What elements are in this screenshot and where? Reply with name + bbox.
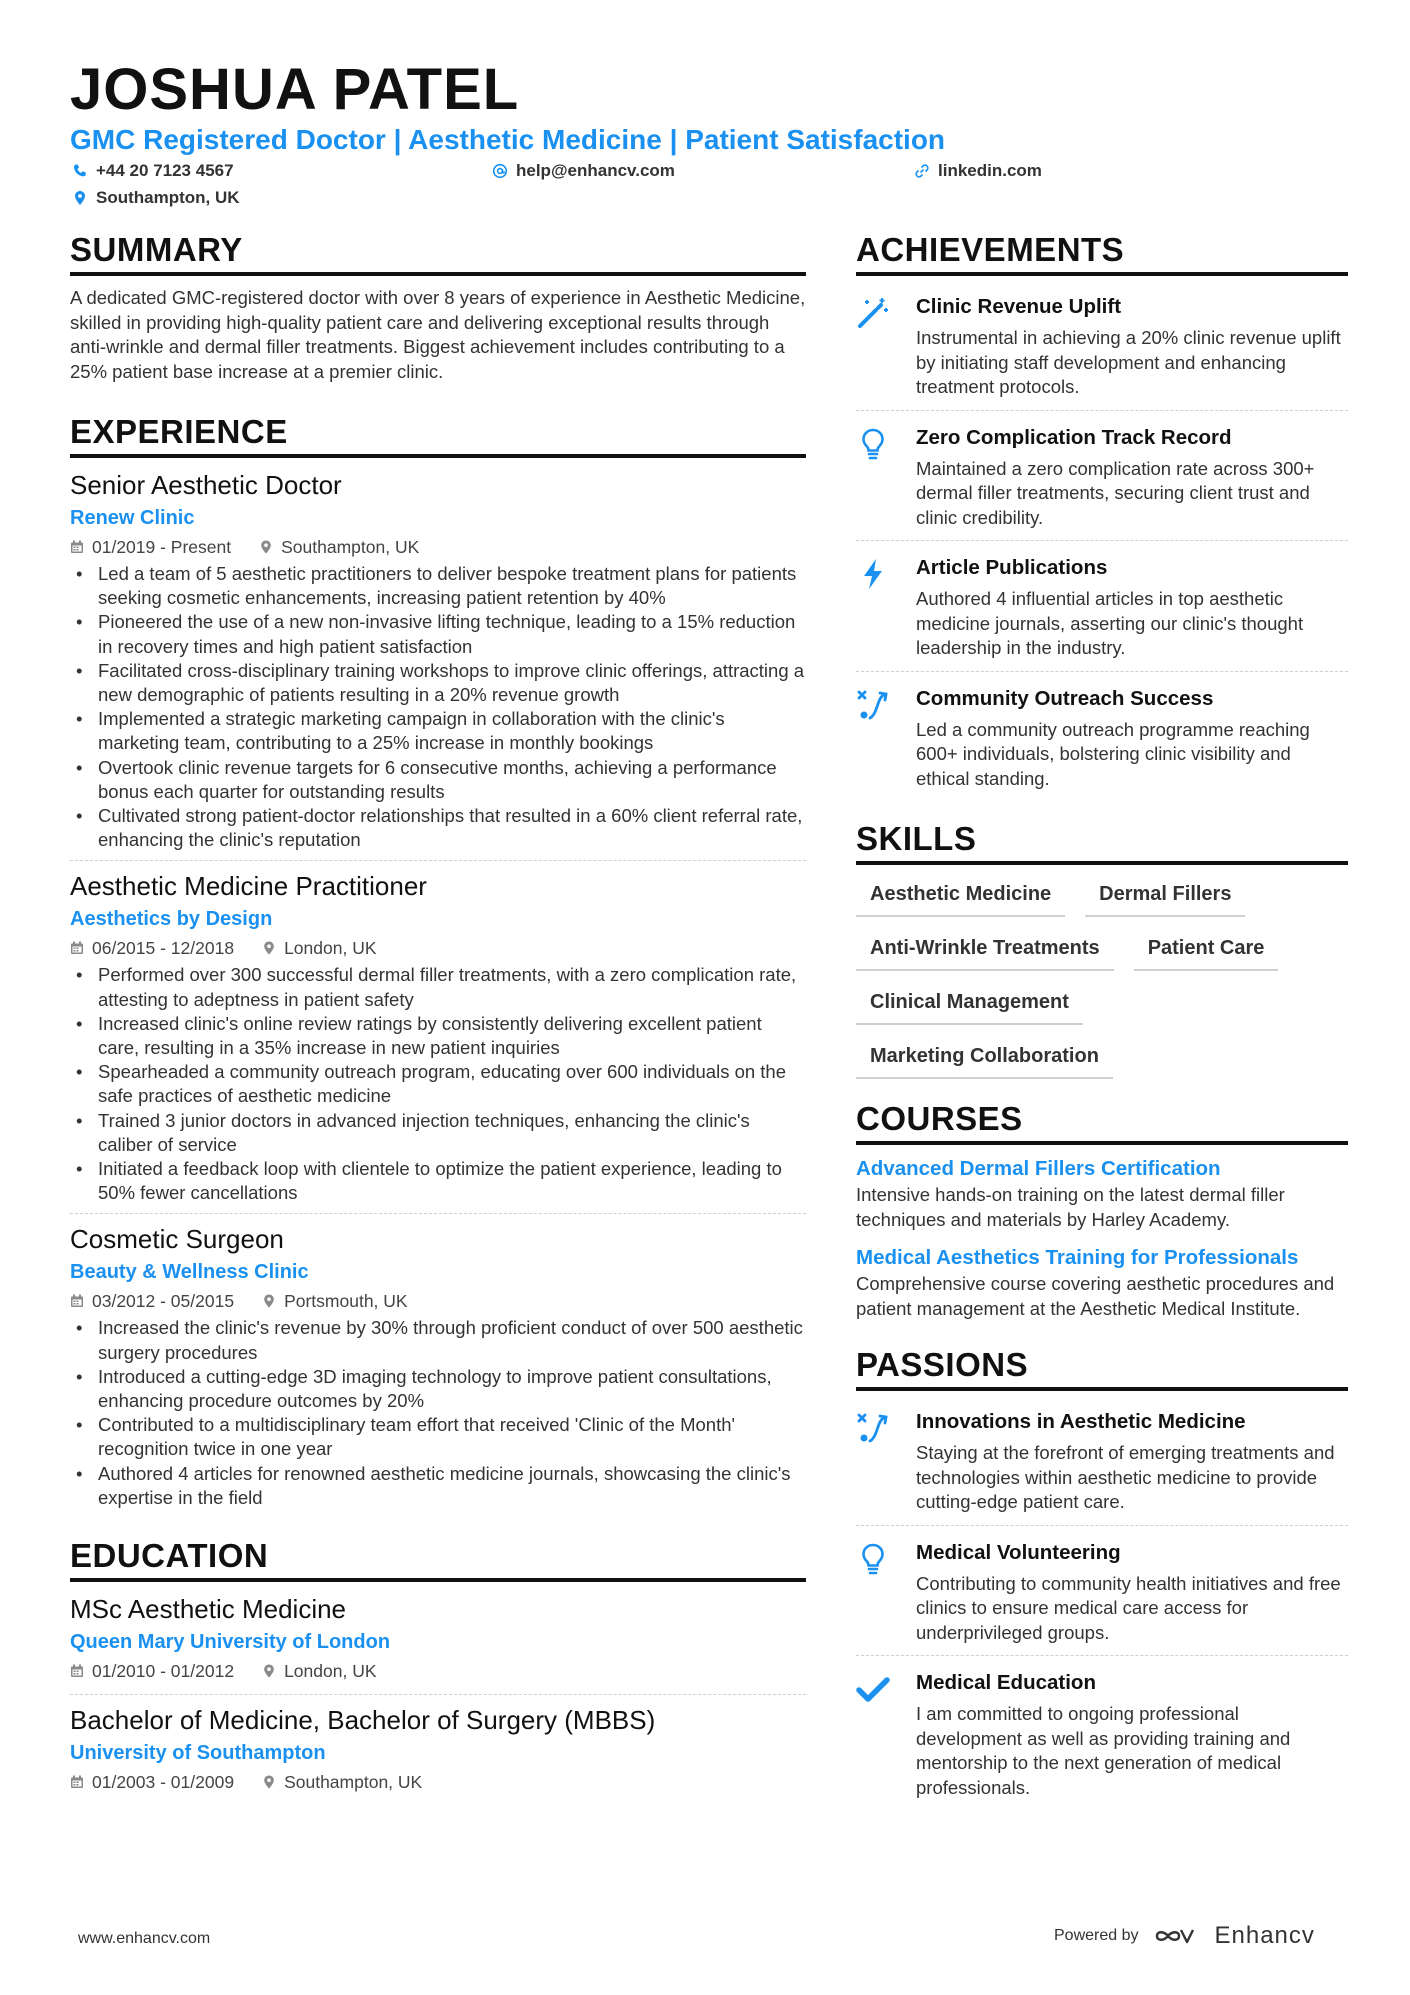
contact-linkedin[interactable]: [914, 160, 1042, 182]
job-title: Aesthetic Medicine Practitioner: [70, 871, 427, 902]
job-meta: [70, 534, 806, 560]
lightning-icon: [856, 557, 890, 591]
summary-title: SUMMARY: [70, 230, 806, 276]
school-name: Queen Mary University of London: [70, 1631, 391, 1654]
passions-title: PASSIONS: [856, 1345, 1348, 1391]
email-text: help@enhancv.com: [516, 161, 675, 180]
location-pin-icon: [262, 1664, 276, 1678]
calendar-icon: [70, 1664, 84, 1678]
passion-desc: I am committed to ongoing professional development as well as providing training and mentorship to the next generation of medical professionals.: [916, 1703, 1291, 1798]
job-entry: [70, 468, 806, 861]
passion-title: Medical Education: [916, 1671, 1096, 1694]
at-sign-icon: [492, 163, 508, 179]
bullet-item: • Initiated a feedback loop with clientele to optimize the patient experience, leading to 50% fewer cancellations: [70, 1157, 806, 1205]
achievements-title: ACHIEVEMENTS: [856, 230, 1348, 276]
bullet-item: • Trained 3 junior doctors in advanced injection techniques, enhancing the clinic's caliber of service: [70, 1109, 806, 1157]
skill-tag: Marketing Collaboration: [856, 1037, 1113, 1079]
skill-tag: Clinical Management: [856, 983, 1083, 1025]
education-section: [70, 1536, 806, 1805]
education-dates: 01/2003 - 01/2009: [92, 1772, 235, 1793]
courses-section: [856, 1099, 1348, 1321]
bullet-item: • Increased clinic's online review ratings by consistently delivering excellent patient care, resulting in a 35% increase in new patient inquiries: [70, 1012, 806, 1060]
calendar-icon: [70, 941, 84, 955]
bullet-item: • Spearheaded a community outreach program, educating over 600 individuals on the safe practices of aesthetic medicine: [70, 1060, 806, 1108]
education-meta: [70, 1658, 806, 1684]
achievement-desc: Authored 4 influential articles in top aesthetic medicine journals, asserting our clinic's thought leadership in the industry.: [916, 588, 1304, 658]
education-entry: [70, 1592, 806, 1695]
bullet-item: • Increased the clinic's revenue by 30% through proficient conduct of over 500 aesthetic surgery procedures: [70, 1316, 806, 1364]
phone-text: +44 20 7123 4567: [96, 161, 234, 180]
experience-title: EXPERIENCE: [70, 412, 806, 458]
course-title: Advanced Dermal Fillers Certification: [856, 1157, 1221, 1180]
education-title: EDUCATION: [70, 1536, 806, 1582]
achievement-desc: Led a community outreach programme reaching 600+ individuals, bolstering clinic visibility and ethical standing.: [916, 718, 1310, 789]
skill-tag: Anti-Wrinkle Treatments: [856, 929, 1114, 971]
achievement-title: Zero Complication Track Record: [916, 425, 1232, 449]
passion-desc: Staying at the forefront of emerging treatments and technologies within aesthetic medicine to provide cutting-edge patient care.: [916, 1442, 1335, 1512]
magic-wand-icon: [856, 296, 890, 330]
strategy-icon: [856, 688, 890, 722]
job-location: Portsmouth, UK: [284, 1291, 408, 1312]
passion-desc: Contributing to community health initiatives and free clinics to ensure medical care access for underprivileged groups.: [916, 1572, 1341, 1643]
skill-tag: Patient Care: [1134, 929, 1279, 971]
education-location: London, UK: [284, 1661, 377, 1682]
location-text: Southampton, UK: [96, 188, 240, 207]
passions-section: [856, 1345, 1348, 1810]
skill-tag: Aesthetic Medicine: [856, 875, 1065, 917]
footer-branding: [1054, 1922, 1315, 1950]
calendar-icon: [70, 540, 84, 554]
location-pin-icon: [262, 1775, 276, 1789]
phone-icon: [72, 163, 88, 179]
calendar-icon: [70, 1294, 84, 1308]
passion-title: Medical Volunteering: [916, 1540, 1121, 1564]
achievements-section: [856, 230, 1348, 801]
job-title: Cosmetic Surgeon: [70, 1224, 284, 1255]
company-name: Renew Clinic: [70, 507, 195, 529]
contact-location: [72, 187, 240, 209]
company-name: Beauty & Wellness Clinic: [70, 1261, 309, 1284]
job-title: Senior Aesthetic Doctor: [70, 470, 342, 500]
job-bullets: [70, 562, 806, 852]
calendar-icon: [70, 1775, 84, 1789]
contact-email[interactable]: [492, 160, 675, 182]
bullet-item: • Authored 4 articles for renowned aesthetic medicine journals, showcasing the clinic's expertise in the field: [70, 1462, 806, 1510]
bullet-item: • Introduced a cutting-edge 3D imaging technology to improve patient consultations, enhancing procedure outcomes by 20%: [70, 1365, 806, 1413]
bullet-item: • Pioneered the use of a new non-invasive lifting technique, leading to a 15% reduction in recovery times and high patient satisfaction: [70, 610, 806, 658]
education-location: Southampton, UK: [284, 1772, 423, 1793]
job-bullets: [70, 1316, 806, 1510]
education-meta: [70, 1769, 806, 1795]
bullet-item: • Performed over 300 successful dermal filler treatments, with a zero complication rate, attesting to adeptness in patient safety: [70, 963, 806, 1011]
job-entry: [70, 869, 806, 1214]
job-dates: 06/2015 - 12/2018: [92, 938, 235, 959]
lightbulb-icon: [856, 1542, 890, 1576]
location-pin-icon: [259, 540, 273, 554]
lightbulb-icon: [856, 427, 890, 461]
experience-section: [70, 412, 806, 1518]
achievement-desc: Instrumental in achieving a 20% clinic revenue uplift by initiating staff development and enhancing treatment protocols.: [916, 327, 1341, 397]
achievement-title: Article Publications: [916, 556, 1108, 579]
company-name: Aesthetics by Design: [70, 908, 273, 931]
job-dates: 01/2019 - Present: [92, 537, 232, 557]
strategy-icon: [856, 1411, 890, 1445]
linkedin-text: linkedin.com: [938, 161, 1042, 180]
course-title: Medical Aesthetics Training for Professionals: [856, 1246, 1299, 1269]
bullet-item: • Overtook clinic revenue targets for 6 consecutive months, achieving a performance bonus each quarter for outstanding results: [70, 756, 806, 804]
footer-website[interactable]: www.enhancv.com: [78, 1930, 211, 1947]
location-pin-icon: [262, 941, 276, 955]
achievement-item: [856, 547, 1348, 672]
job-location: London, UK: [284, 938, 377, 959]
job-entry: [70, 1222, 806, 1518]
checkmark-icon: [856, 1672, 890, 1706]
achievement-item: [856, 678, 1348, 802]
course-desc: Intensive hands-on training on the latest dermal filler techniques and materials by Harley Academy.: [856, 1184, 1285, 1230]
course-desc: Comprehensive course covering aesthetic procedures and patient management at the Aesthetic Medical Institute.: [856, 1273, 1335, 1319]
passion-title: Innovations in Aesthetic Medicine: [916, 1410, 1246, 1433]
candidate-name: JOSHUA PATEL: [70, 57, 520, 122]
left-column: [70, 230, 806, 1813]
achievement-item: [856, 286, 1348, 411]
degree-title: MSc Aesthetic Medicine: [70, 1594, 347, 1625]
skills-list: [856, 875, 1348, 1079]
passion-item: [856, 1532, 1348, 1657]
education-dates: 01/2010 - 01/2012: [92, 1661, 235, 1682]
bullet-item: • Cultivated strong patient-doctor relationships that resulted in a 60% client referral rate, enhancing the clinic's reputation: [70, 804, 806, 852]
passion-item: [856, 1401, 1348, 1526]
right-column: [856, 230, 1348, 1816]
headline: GMC Registered Doctor | Aesthetic Medicine | Patient Satisfaction: [70, 124, 946, 155]
job-bullets: [70, 963, 806, 1205]
brand-name: Enhancv: [1214, 1922, 1315, 1949]
location-pin-icon: [262, 1294, 276, 1308]
skill-tag: Dermal Fillers: [1085, 875, 1245, 917]
location-pin-icon: [72, 190, 88, 206]
powered-by-text: Powered by: [1054, 1927, 1139, 1944]
achievement-desc: Maintained a zero complication rate across 300+ dermal filler treatments, securing client trust and clinic credibility.: [916, 457, 1315, 528]
summary-text: A dedicated GMC-registered doctor with over 8 years of experience in Aesthetic Medicine, skilled in providing high-quality patient care and delivering exceptional results through anti-wrinkle and dermal filler treatments. Biggest achievement includes contributing to a 25% patient base increase at a premier clinic.: [70, 287, 806, 382]
courses-title: COURSES: [856, 1099, 1348, 1145]
bullet-item: • Implemented a strategic marketing campaign in collaboration with the clinic's marketing team, contributing to a 25% increase in monthly bookings: [70, 707, 806, 755]
job-location: Southampton, UK: [281, 537, 420, 557]
school-name: University of Southampton: [70, 1742, 326, 1765]
summary-section: [70, 230, 806, 384]
bullet-item: • Contributed to a multidisciplinary team effort that received 'Clinic of the Month' recognition twice in one year: [70, 1413, 806, 1461]
achievement-title: Community Outreach Success: [916, 686, 1214, 710]
achievement-title: Clinic Revenue Uplift: [916, 295, 1122, 318]
bullet-item: • Facilitated cross-disciplinary training workshops to improve clinic offerings, attracting a new demographic of patients resulting in a 20% revenue growth: [70, 659, 806, 707]
job-meta: [70, 935, 806, 961]
job-meta: [70, 1288, 806, 1314]
contact-phone: [72, 160, 234, 182]
achievement-item: [856, 417, 1348, 542]
degree-title: Bachelor of Medicine, Bachelor of Surgery (MBBS): [70, 1705, 656, 1736]
enhancv-logo-icon: [1153, 1924, 1201, 1948]
education-entry: [70, 1703, 806, 1805]
passion-item: [856, 1662, 1348, 1810]
job-dates: 03/2012 - 05/2015: [92, 1291, 235, 1312]
skills-section: [856, 819, 1348, 1079]
skills-title: SKILLS: [856, 819, 1348, 865]
link-icon: [914, 163, 930, 179]
bullet-item: • Led a team of 5 aesthetic practitioners to deliver bespoke treatment plans for patients seeking cosmetic enhancements, increasing patient retention by 40%: [70, 562, 806, 610]
